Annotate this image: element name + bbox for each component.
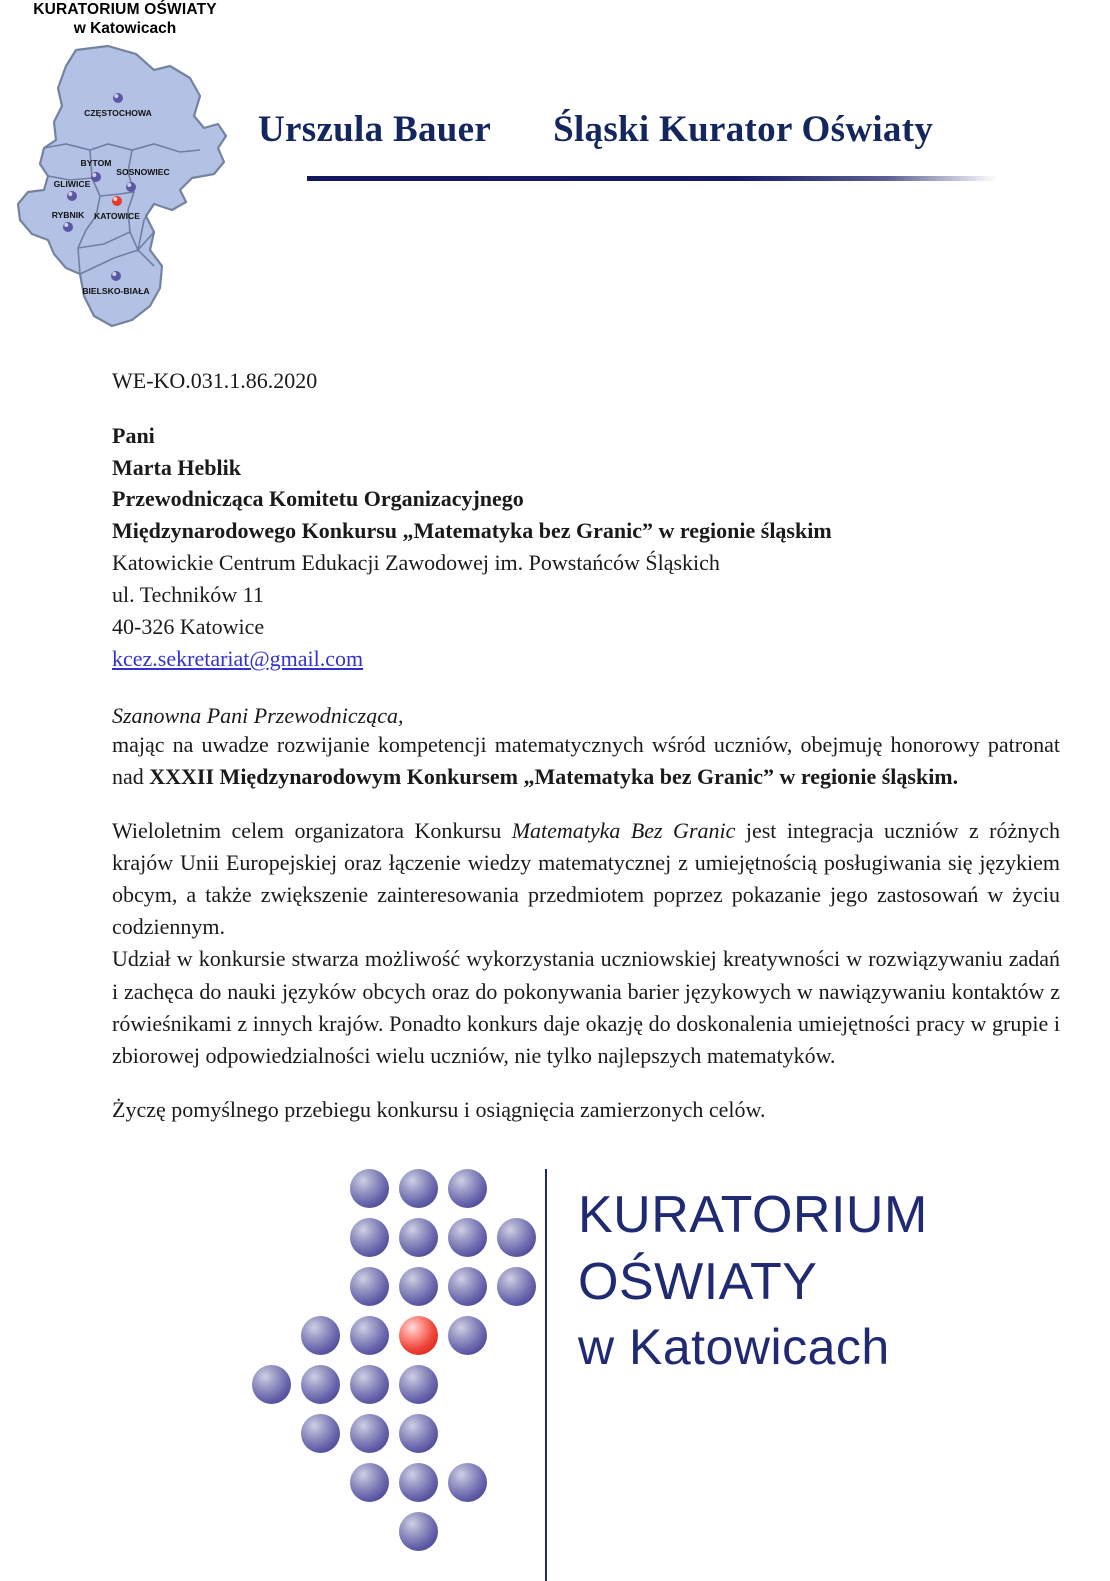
map-label-sosnowiec: SOSNOWIEC (116, 167, 170, 177)
map-city-marker-gliwice (67, 191, 77, 201)
footer-line-3: w Katowicach (578, 1319, 890, 1376)
letter-salutation: Szanowna Pani Przewodnicząca, (112, 702, 404, 728)
logo-dot (350, 1463, 389, 1502)
footer-logo (0, 1150, 1110, 1581)
paragraph-1-emphasis: XXXII Międzynarodowym Konkursem „Matematyka bez Granic” w regionie śląskim. (149, 763, 959, 789)
footer-institution-name (578, 1182, 928, 1379)
addressee-salutation: Pani (112, 422, 155, 448)
logo-dot (399, 1365, 438, 1404)
letter-body (112, 366, 1060, 1126)
letter-closing: Życzę pomyślnego przebiegu konkursu i osiągnięcia zamierzonych celów. (112, 1096, 766, 1122)
logo-dot (301, 1365, 340, 1404)
letter-paragraph-1 (112, 729, 1060, 793)
logo-dot (399, 1414, 438, 1453)
addressee-institution: Katowickie Centrum Edukacji Zawodowej im. Powstańców Śląskich (112, 550, 720, 576)
footer-line-2: OŚWIATY (578, 1252, 818, 1311)
footer-divider (545, 1169, 547, 1581)
logo-dot (350, 1218, 389, 1257)
logo-dot (399, 1463, 438, 1502)
map-city-marker-rybnik (63, 222, 73, 232)
letter-paragraph-3: Udział w konkursie stwarza możliwość wykorzystania uczniowskiej kreatywności w rozwiązywaniu zadań i zachęca do nauki języków obcych oraz do pokonywania barier językowych w nawiązywaniu kontaktów z rówieśnikami z innych krajów. Ponadto konkurs daje okazję do doskonalenia umiejętności pracy w grupie i zbiorowej odpowiedzialności wielu uczniów, nie tylko najlepszych matematyków. (112, 946, 1060, 1068)
paragraph-1-text: mając na uwadze rozwijanie kompetencji matematycznych wśród uczniów, obejmuję honorowy patronat nad (112, 731, 1060, 789)
logo-dot (399, 1218, 438, 1257)
logo-dot (399, 1169, 438, 1208)
logo-dot (301, 1414, 340, 1453)
addressee-city: 40-326 Katowice (112, 614, 265, 640)
logo-dot (350, 1169, 389, 1208)
logo-dot (497, 1267, 536, 1306)
kurator-title: Śląski Kurator Oświaty (553, 109, 934, 150)
map-label-katowice: KATOWICE (94, 211, 140, 221)
paragraph-2-contest-title: Matematyka Bez Granic (511, 818, 736, 844)
paragraph-2-text-end: jest integracja uczniów z różnych krajów Unii Europejskiej oraz łączenie wiedzy matematycznej z umiejętnością posługiwania się językiem obcym, a także zwiększenie zainteresowania przedmiotem poprzez pokazanie jego zastosowań w życiu codziennym. (112, 818, 1061, 940)
addressee-street: ul. Techników 11 (112, 582, 264, 608)
map-city-marker-czestochowa (113, 93, 123, 103)
addressee-name: Marta Heblik (112, 454, 241, 480)
logo-dot (350, 1414, 389, 1453)
paragraph-2-text-start: Wieloletnim celem organizatora Konkursu (112, 818, 512, 844)
addressee-email-link[interactable]: kcez.sekretariat@gmail.com (112, 645, 364, 671)
reference-number: WE-KO.031.1.86.2020 (112, 368, 318, 393)
logo-dot (448, 1267, 487, 1306)
institution-name (0, 0, 250, 39)
logo-dot (399, 1512, 438, 1551)
map-label-rybnik: RYBNIK (51, 210, 85, 220)
logo-dot (350, 1365, 389, 1404)
logo-dot (252, 1365, 291, 1404)
logo-dot (497, 1218, 536, 1257)
letterhead-names (258, 108, 998, 151)
logo-dot (448, 1316, 487, 1355)
logo-dot (350, 1316, 389, 1355)
letterhead-divider (307, 176, 997, 181)
addressee-role: Przewodnicząca Komitetu Organizacyjnego (112, 486, 524, 512)
logo-dot (448, 1463, 487, 1502)
logo-dot (399, 1267, 438, 1306)
map-label-bytom: BYTOM (80, 158, 112, 168)
map-city-marker-katowice (112, 196, 122, 206)
institution-name-line1: KURATORIUM OŚWIATY (33, 1, 217, 18)
letter-paragraph-2 (112, 815, 1060, 943)
map-label-bielsko-biala: BIELSKO-BIAŁA (82, 286, 150, 296)
logo-dot (448, 1169, 487, 1208)
map-label-gliwice: GLIWICE (53, 179, 91, 189)
logo-dot (301, 1316, 340, 1355)
silesia-map-icon (4, 44, 244, 334)
institution-name-line2: w Katowicach (73, 20, 177, 38)
map-city-marker-bytom (91, 172, 101, 182)
letterhead-logo (0, 0, 250, 39)
paragraph-spacer-1 (112, 793, 1060, 815)
footer-line-1: KURATORIUM (578, 1186, 928, 1244)
paragraph-spacer-2 (112, 1072, 1060, 1094)
logo-dot (448, 1218, 487, 1257)
kurator-name: Urszula Bauer (258, 109, 492, 150)
logo-dot (350, 1267, 389, 1306)
map-label-czestochowa: CZĘSTOCHOWA (84, 108, 152, 118)
map-city-marker-bielsko-biala (111, 271, 121, 281)
dot-matrix-logo-icon (0, 1150, 560, 1581)
map-city-marker-sosnowiec (126, 182, 136, 192)
logo-dot-highlight (399, 1316, 438, 1355)
addressee-organization: Międzynarodowego Konkursu „Matematyka bez Granic” w regionie śląskim (112, 518, 832, 544)
addressee-block (112, 420, 1060, 675)
